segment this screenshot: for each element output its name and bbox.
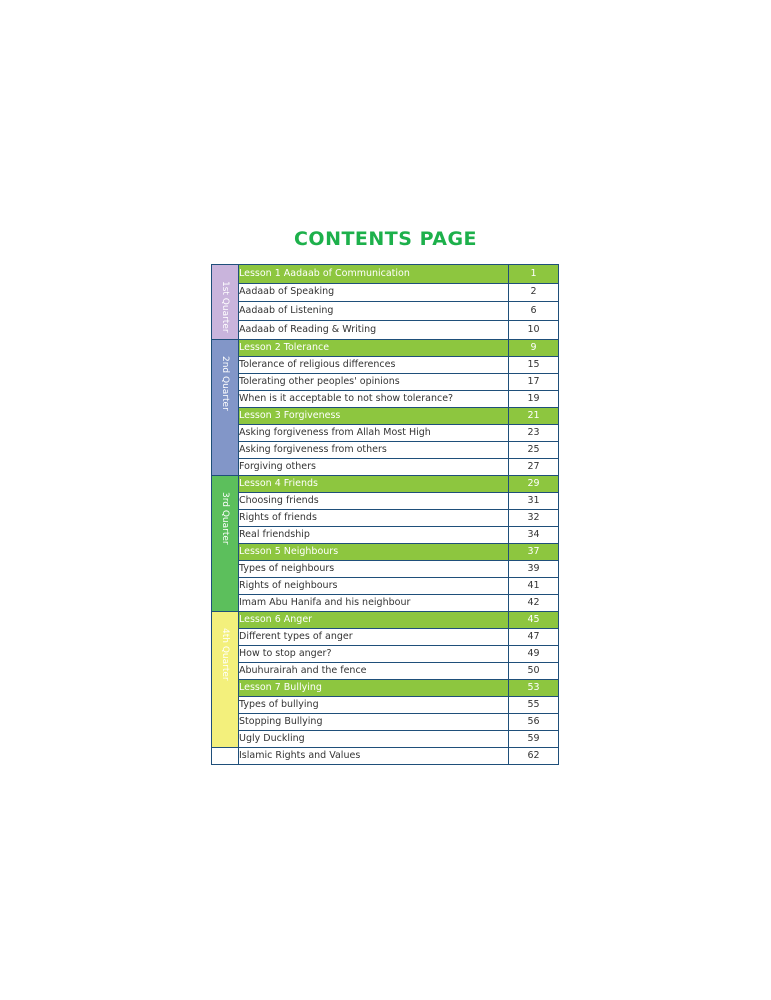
page-number: 32	[509, 509, 559, 526]
lesson-row[interactable]	[212, 543, 559, 560]
topic-row[interactable]	[212, 645, 559, 662]
topic-title: Aadaab of Speaking	[239, 283, 509, 302]
final-row[interactable]	[212, 747, 559, 764]
page-number: 15	[509, 356, 559, 373]
topic-title: Asking forgiveness from others	[239, 441, 509, 458]
topic-row[interactable]	[212, 730, 559, 747]
page-number: 41	[509, 577, 559, 594]
topic-title: Rights of friends	[239, 509, 509, 526]
lesson-row[interactable]	[212, 475, 559, 492]
lesson-row[interactable]	[212, 611, 559, 628]
page-number: 59	[509, 730, 559, 747]
quarter-label: 4th Quarter	[220, 627, 230, 681]
topic-title: Forgiving others	[239, 458, 509, 475]
final-row-title: Islamic Rights and Values	[239, 747, 509, 764]
topic-row[interactable]	[212, 458, 559, 475]
page-number: 9	[509, 339, 559, 356]
empty-quarter-cell	[212, 747, 239, 764]
quarter-label-cell	[212, 265, 239, 340]
topic-row[interactable]	[212, 696, 559, 713]
topic-title: How to stop anger?	[239, 645, 509, 662]
topic-title: Choosing friends	[239, 492, 509, 509]
topic-row[interactable]	[212, 283, 559, 302]
page-number: 21	[509, 407, 559, 424]
topic-title: Aadaab of Listening	[239, 302, 509, 321]
topic-row[interactable]	[212, 302, 559, 321]
page-number: 27	[509, 458, 559, 475]
topic-row[interactable]	[212, 390, 559, 407]
topic-row[interactable]	[212, 424, 559, 441]
page-number: 6	[509, 302, 559, 321]
page-number: 47	[509, 628, 559, 645]
page-number: 34	[509, 526, 559, 543]
topic-title: Asking forgiveness from Allah Most High	[239, 424, 509, 441]
topic-row[interactable]	[212, 509, 559, 526]
page-number: 37	[509, 543, 559, 560]
page-number: 39	[509, 560, 559, 577]
lesson-title: Lesson 4 Friends	[239, 475, 509, 492]
page-number: 50	[509, 662, 559, 679]
page-number: 25	[509, 441, 559, 458]
topic-title: Imam Abu Hanifa and his neighbour	[239, 594, 509, 611]
topic-title: Rights of neighbours	[239, 577, 509, 594]
topic-row[interactable]	[212, 356, 559, 373]
lesson-title: Lesson 1 Aadaab of Communication	[239, 265, 509, 284]
topic-row[interactable]	[212, 662, 559, 679]
page-title: CONTENTS PAGE	[293, 228, 478, 250]
lesson-title: Lesson 5 Neighbours	[239, 543, 509, 560]
topic-title: Different types of anger	[239, 628, 509, 645]
page-number: 56	[509, 713, 559, 730]
topic-title: Aadaab of Reading & Writing	[239, 320, 509, 339]
topic-title: Real friendship	[239, 526, 509, 543]
quarter-label: 1st Quarter	[220, 281, 230, 333]
page-number: 2	[509, 283, 559, 302]
lesson-row[interactable]	[212, 265, 559, 284]
contents-table	[211, 264, 559, 765]
topic-title: When is it acceptable to not show tolerance?	[239, 390, 509, 407]
quarter-label: 3rd Quarter	[220, 491, 230, 545]
topic-row[interactable]	[212, 526, 559, 543]
lesson-row[interactable]	[212, 339, 559, 356]
page-number: 23	[509, 424, 559, 441]
lesson-row[interactable]	[212, 679, 559, 696]
final-row-page: 62	[509, 747, 559, 764]
topic-row[interactable]	[212, 577, 559, 594]
page-number: 31	[509, 492, 559, 509]
topic-row[interactable]	[212, 560, 559, 577]
quarter-label-cell	[212, 339, 239, 475]
lesson-title: Lesson 2 Tolerance	[239, 339, 509, 356]
page-number: 1	[509, 265, 559, 284]
topic-row[interactable]	[212, 628, 559, 645]
topic-title: Tolerating other peoples' opinions	[239, 373, 509, 390]
topic-row[interactable]	[212, 320, 559, 339]
topic-title: Tolerance of religious differences	[239, 356, 509, 373]
quarter-label-cell	[212, 475, 239, 611]
lesson-title: Lesson 6 Anger	[239, 611, 509, 628]
page-number: 19	[509, 390, 559, 407]
page-number: 29	[509, 475, 559, 492]
page-number: 55	[509, 696, 559, 713]
topic-title: Stopping Bullying	[239, 713, 509, 730]
quarter-label: 2nd Quarter	[220, 355, 230, 411]
topic-row[interactable]	[212, 594, 559, 611]
topic-title: Types of neighbours	[239, 560, 509, 577]
lesson-title: Lesson 3 Forgiveness	[239, 407, 509, 424]
lesson-row[interactable]	[212, 407, 559, 424]
page-number: 49	[509, 645, 559, 662]
topic-row[interactable]	[212, 713, 559, 730]
topic-row[interactable]	[212, 373, 559, 390]
topic-row[interactable]	[212, 492, 559, 509]
lesson-title: Lesson 7 Bullying	[239, 679, 509, 696]
topic-title: Abuhurairah and the fence	[239, 662, 509, 679]
topic-title: Ugly Duckling	[239, 730, 509, 747]
page-number: 42	[509, 594, 559, 611]
page-number: 53	[509, 679, 559, 696]
page-number: 45	[509, 611, 559, 628]
topic-title: Types of bullying	[239, 696, 509, 713]
quarter-label-cell	[212, 611, 239, 747]
topic-row[interactable]	[212, 441, 559, 458]
page-number: 10	[509, 320, 559, 339]
page-number: 17	[509, 373, 559, 390]
contents-table-body	[212, 265, 559, 765]
